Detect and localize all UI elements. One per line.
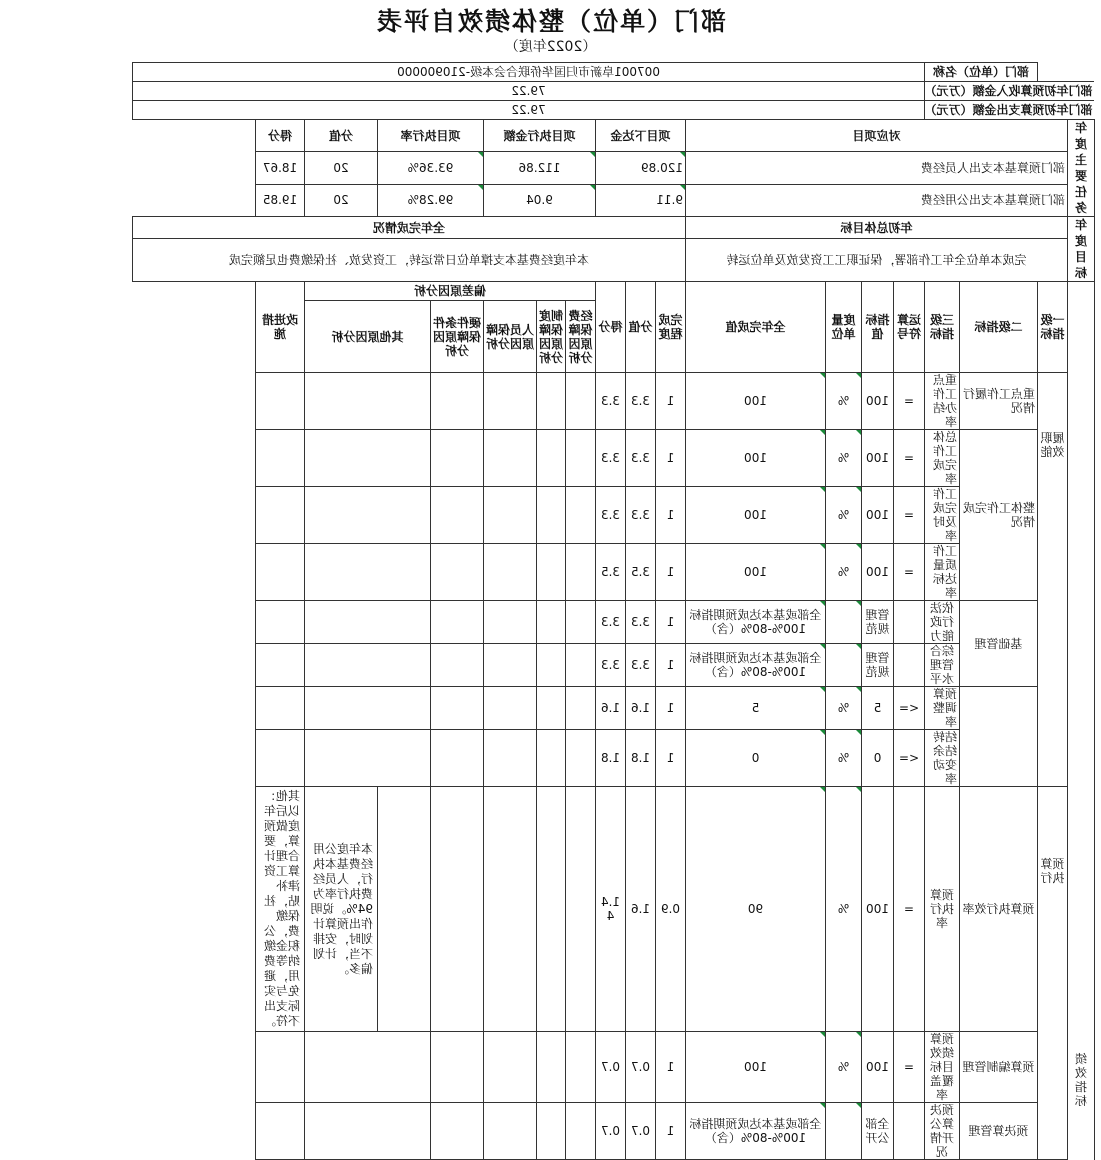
deg-cell: 1 bbox=[656, 644, 686, 687]
op-cell: = bbox=[894, 1032, 925, 1103]
table-row bbox=[133, 1103, 1095, 1160]
actual-cell: 100 bbox=[686, 373, 826, 430]
done-header: 全年完成情况 bbox=[133, 217, 686, 239]
target-cell: 100 bbox=[862, 373, 894, 430]
done-text: 本年度经费基本支撑单位日常运转，工资发放、社保缴费也足额完成 bbox=[133, 239, 686, 282]
score-cell: 1.6 bbox=[626, 787, 656, 1032]
d2-cell bbox=[537, 544, 566, 601]
col-got: 得分 bbox=[256, 120, 305, 152]
deg-cell: 1 bbox=[656, 430, 686, 487]
d4-cell bbox=[431, 787, 484, 1032]
actual-cell: 100 bbox=[686, 1032, 826, 1103]
l3-cell: 预算调整率 bbox=[925, 687, 960, 730]
table-row bbox=[133, 601, 1095, 644]
target-cell: 5 bbox=[862, 687, 894, 730]
got-cell: 3.3 bbox=[596, 373, 626, 430]
d4-cell bbox=[431, 687, 484, 730]
deg-cell: 1 bbox=[656, 544, 686, 601]
l3-cell: 预算绩效目标覆盖率 bbox=[925, 1032, 960, 1103]
unit-cell: % bbox=[826, 687, 862, 730]
col-d4: 硬件条件保障原因分析 bbox=[431, 301, 484, 373]
deg-cell: 1 bbox=[656, 487, 686, 544]
target-cell: 100 bbox=[862, 544, 894, 601]
l3-cell: 重点工作办结率 bbox=[925, 373, 960, 430]
d4-cell bbox=[431, 487, 484, 544]
op-cell bbox=[894, 1103, 925, 1160]
d1-cell bbox=[566, 730, 596, 787]
d4-cell bbox=[431, 1103, 484, 1160]
deg-cell: 1 bbox=[656, 1032, 686, 1103]
l1-cell: 履职效能 bbox=[1038, 373, 1068, 787]
got-cell: 3.3 bbox=[596, 430, 626, 487]
unit-cell bbox=[826, 601, 862, 644]
expense-value: 79.22 bbox=[133, 101, 925, 120]
score-cell: 3.3 bbox=[626, 487, 656, 544]
improve-cell bbox=[256, 430, 305, 487]
l3-cell: 预算执行率 bbox=[925, 787, 960, 1032]
l3-cell: 综合管理水平 bbox=[925, 644, 960, 687]
dept-name-label: 部门（单位）名称 bbox=[925, 63, 1038, 82]
d5-cell bbox=[305, 687, 431, 730]
col-rate: 项目执行率 bbox=[378, 120, 484, 152]
col-dev: 偏差原因分析 bbox=[305, 282, 596, 301]
score-cell: 3.3 bbox=[626, 373, 656, 430]
evaluation-table bbox=[132, 62, 1095, 1160]
score-cell: 3.3 bbox=[626, 601, 656, 644]
improve-cell bbox=[256, 373, 305, 430]
improve-cell bbox=[256, 1032, 305, 1103]
improve-cell bbox=[256, 1103, 305, 1160]
task-got: 19.85 bbox=[256, 184, 305, 216]
unit-cell: % bbox=[826, 430, 862, 487]
d3-cell bbox=[484, 601, 537, 644]
improve-cell bbox=[256, 544, 305, 601]
d5-cell: 本年度公用经费基本执行，人员经费执行率为94%。说明作出预算计划时，安排不当，计划偏多。 bbox=[305, 787, 378, 1032]
col-issued: 项目下达金 bbox=[596, 120, 686, 152]
improve-cell bbox=[256, 730, 305, 787]
d2-cell bbox=[537, 644, 566, 687]
l3-cell: 工作完成及时率 bbox=[925, 487, 960, 544]
income-label: 部门年初预算收入金额（万元） bbox=[925, 82, 1095, 101]
l2-cell: 预决算管理 bbox=[960, 1103, 1038, 1160]
target-header: 年初总体目标 bbox=[686, 217, 1068, 239]
target-cell: 管理规范 bbox=[862, 644, 894, 687]
col-l3: 三级指标 bbox=[925, 282, 960, 373]
goal-section-label: 年度目标 bbox=[1068, 217, 1095, 282]
d4-cell bbox=[431, 601, 484, 644]
year-subtitle: （2022年度） bbox=[504, 39, 597, 55]
target-cell: 0 bbox=[862, 730, 894, 787]
spacer bbox=[1038, 63, 1095, 82]
col-op: 运算符号 bbox=[894, 282, 925, 373]
task-rate: 99.28% bbox=[378, 184, 484, 216]
d2-cell bbox=[537, 430, 566, 487]
actual-cell: 100 bbox=[686, 487, 826, 544]
task-executed: 112.86 bbox=[484, 152, 596, 184]
col-unit: 度量单位 bbox=[826, 282, 862, 373]
target-cell: 全部公开 bbox=[862, 1103, 894, 1160]
col-item: 对应项目 bbox=[686, 120, 1068, 152]
got-cell: 0.7 bbox=[596, 1032, 626, 1103]
income-value: 79.22 bbox=[133, 82, 925, 101]
l2-cell: 预算执行效率 bbox=[960, 787, 1038, 1032]
improve-cell bbox=[256, 644, 305, 687]
l1-cell: 预算执行 bbox=[1038, 787, 1068, 1160]
d4-cell bbox=[431, 544, 484, 601]
actual-cell: 全部或基本达成预期指标100%-80%（含） bbox=[686, 1103, 826, 1160]
unit-cell: % bbox=[826, 544, 862, 601]
col-executed: 项目执行金额 bbox=[484, 120, 596, 152]
d3-cell bbox=[484, 544, 537, 601]
deg-cell: 1 bbox=[656, 687, 686, 730]
actual-cell: 100 bbox=[686, 544, 826, 601]
spacer bbox=[133, 184, 256, 216]
actual-cell: 100 bbox=[686, 430, 826, 487]
spacer bbox=[133, 152, 256, 184]
dept-name-value: 007001阜新市归国华侨联合会本级-210900000 bbox=[133, 63, 925, 82]
target-cell: 100 bbox=[862, 1032, 894, 1103]
table-row bbox=[133, 430, 1095, 487]
d2-cell bbox=[537, 730, 566, 787]
op-cell: <= bbox=[894, 730, 925, 787]
d3-cell bbox=[484, 730, 537, 787]
deg-cell: 1 bbox=[656, 373, 686, 430]
d5-cell bbox=[305, 730, 431, 787]
d1-cell bbox=[566, 687, 596, 730]
d3-cell bbox=[484, 787, 537, 1032]
score-cell: 0.7 bbox=[626, 1103, 656, 1160]
table-row bbox=[133, 1032, 1095, 1103]
col-d2: 制度保障原因分析 bbox=[537, 301, 566, 373]
d2-cell bbox=[537, 373, 566, 430]
unit-cell bbox=[826, 1103, 862, 1160]
l3-cell: 预决算公开情况 bbox=[925, 1103, 960, 1160]
table-row bbox=[133, 373, 1095, 430]
table-row bbox=[133, 787, 1095, 1032]
d3-cell bbox=[484, 1103, 537, 1160]
col-target: 指标值 bbox=[862, 282, 894, 373]
task-executed: 9.04 bbox=[484, 184, 596, 216]
d1-cell bbox=[566, 544, 596, 601]
d2-cell bbox=[537, 787, 566, 1032]
deg-cell: 0.9 bbox=[656, 787, 686, 1032]
op-cell: = bbox=[894, 430, 925, 487]
op-cell: = bbox=[894, 487, 925, 544]
task-item: 部门预算基本支出公用经费 bbox=[686, 184, 1068, 216]
d1-cell bbox=[566, 601, 596, 644]
got-cell: 1.44 bbox=[596, 787, 626, 1032]
score-cell: 1.8 bbox=[626, 730, 656, 787]
d2-cell bbox=[537, 487, 566, 544]
op-cell bbox=[894, 644, 925, 687]
got-cell: 3.3 bbox=[596, 644, 626, 687]
improve-cell: 其他：以后年度做预算，要合理计算工资津补贴，社保缴费，公积金缴纳等费用，避免与实际支出不符。 bbox=[256, 787, 305, 1032]
got-cell: 1.6 bbox=[596, 687, 626, 730]
task-rate: 93.36% bbox=[378, 152, 484, 184]
d4-cell bbox=[431, 644, 484, 687]
score-cell: 3.3 bbox=[626, 644, 656, 687]
task-issued: 120.89 bbox=[596, 152, 686, 184]
task-score: 20 bbox=[305, 184, 378, 216]
got-cell: 3.3 bbox=[596, 487, 626, 544]
col-d3: 人员保障原因分析 bbox=[484, 301, 537, 373]
op-cell: = bbox=[894, 373, 925, 430]
spacer bbox=[133, 120, 256, 152]
d2-cell bbox=[537, 601, 566, 644]
op-cell: = bbox=[894, 544, 925, 601]
d4-cell bbox=[431, 730, 484, 787]
d1-cell bbox=[566, 373, 596, 430]
indicators-section-cell bbox=[1068, 282, 1095, 1160]
table-row bbox=[133, 487, 1095, 544]
d1-cell bbox=[566, 787, 596, 1032]
l2-cell-empty bbox=[960, 687, 1038, 787]
d5-spacer bbox=[378, 787, 431, 1032]
improve-cell bbox=[256, 601, 305, 644]
op-cell: = bbox=[894, 787, 925, 1032]
d5-cell bbox=[305, 487, 431, 544]
d4-cell bbox=[431, 373, 484, 430]
table-row bbox=[133, 687, 1095, 730]
d3-cell bbox=[484, 1032, 537, 1103]
table-row bbox=[133, 644, 1095, 687]
l3-cell: 总体工作完成率 bbox=[925, 430, 960, 487]
deg-cell: 1 bbox=[656, 1103, 686, 1160]
d4-cell bbox=[431, 1032, 484, 1103]
got-cell: 3.5 bbox=[596, 544, 626, 601]
target-cell: 100 bbox=[862, 430, 894, 487]
col-d5: 其他原因分析 bbox=[305, 301, 431, 373]
page-title: 部门（单位）整体绩效自评表 bbox=[375, 7, 727, 36]
actual-cell: 全部或基本达成预期指标100%-80%（含） bbox=[686, 644, 826, 687]
col-score: 分值 bbox=[305, 120, 378, 152]
l2-cell: 预算编制管理 bbox=[960, 1032, 1038, 1103]
indicators-section-label: 绩效指标 bbox=[1075, 1051, 1088, 1108]
got-cell: 1.8 bbox=[596, 730, 626, 787]
d1-cell bbox=[566, 487, 596, 544]
table-row bbox=[133, 184, 1095, 216]
actual-cell: 5 bbox=[686, 687, 826, 730]
table-row bbox=[133, 544, 1095, 601]
tasks-section-label: 年度主要任务 bbox=[1068, 120, 1095, 217]
improve-cell bbox=[256, 687, 305, 730]
score-cell: 3.5 bbox=[626, 544, 656, 601]
unit-cell: % bbox=[826, 787, 862, 1032]
task-issued: 9.11 bbox=[596, 184, 686, 216]
d5-cell bbox=[305, 601, 431, 644]
d2-cell bbox=[537, 1103, 566, 1160]
col-score2: 分值 bbox=[626, 282, 656, 373]
deg-cell: 1 bbox=[656, 730, 686, 787]
got-cell: 3.3 bbox=[596, 601, 626, 644]
improve-cell bbox=[256, 487, 305, 544]
col-l2: 二级指标 bbox=[960, 282, 1038, 373]
target-text: 完成本单位全年工作部署，保证职工工资发放及单位运转 bbox=[686, 239, 1068, 282]
d2-cell bbox=[537, 687, 566, 730]
col-d1: 经费保障原因分析 bbox=[566, 301, 596, 373]
unit-cell: % bbox=[826, 487, 862, 544]
score-cell: 1.6 bbox=[626, 687, 656, 730]
d3-cell bbox=[484, 430, 537, 487]
d5-cell bbox=[305, 544, 431, 601]
unit-cell: % bbox=[826, 373, 862, 430]
l3-cell: 依法行政能力 bbox=[925, 601, 960, 644]
d1-cell bbox=[566, 1103, 596, 1160]
target-cell: 管理规范 bbox=[862, 601, 894, 644]
d3-cell bbox=[484, 487, 537, 544]
col-l1: 一级指标 bbox=[1038, 282, 1068, 373]
table-row bbox=[133, 152, 1095, 184]
actual-cell: 全部或基本达成预期指标100%-80%（含） bbox=[686, 601, 826, 644]
target-cell: 100 bbox=[862, 787, 894, 1032]
col-got2: 得分 bbox=[596, 282, 626, 373]
table-row bbox=[133, 730, 1095, 787]
d4-cell bbox=[431, 430, 484, 487]
l2-cell: 重点工作履行情况 bbox=[960, 373, 1038, 430]
got-cell: 0.7 bbox=[596, 1103, 626, 1160]
d5-cell bbox=[305, 1032, 431, 1103]
l3-cell: 工作质量达标率 bbox=[925, 544, 960, 601]
d3-cell bbox=[484, 644, 537, 687]
d5-cell bbox=[305, 430, 431, 487]
actual-cell: 0 bbox=[686, 730, 826, 787]
d2-cell bbox=[537, 1032, 566, 1103]
l2-cell: 基础管理 bbox=[960, 601, 1038, 687]
op-cell bbox=[894, 601, 925, 644]
d5-cell bbox=[305, 1103, 431, 1160]
l2-cell: 整体工作完成情况 bbox=[960, 430, 1038, 601]
unit-cell: % bbox=[826, 730, 862, 787]
col-actual: 全年完成值 bbox=[686, 282, 826, 373]
d1-cell bbox=[566, 430, 596, 487]
d1-cell bbox=[566, 1032, 596, 1103]
task-item: 部门预算基本支出人员经费 bbox=[686, 152, 1068, 184]
d3-cell bbox=[484, 687, 537, 730]
d5-cell bbox=[305, 373, 431, 430]
target-cell: 100 bbox=[862, 487, 894, 544]
d5-cell bbox=[305, 644, 431, 687]
col-improve: 改进措施 bbox=[256, 282, 305, 373]
col-deg: 完成程度 bbox=[656, 282, 686, 373]
expense-label: 部门年初预算支出金额（万元） bbox=[925, 101, 1095, 120]
d1-cell bbox=[566, 644, 596, 687]
d3-cell bbox=[484, 373, 537, 430]
score-cell: 0.7 bbox=[626, 1032, 656, 1103]
unit-cell bbox=[826, 644, 862, 687]
score-cell: 3.3 bbox=[626, 430, 656, 487]
deg-cell: 1 bbox=[656, 601, 686, 644]
op-cell: <= bbox=[894, 687, 925, 730]
actual-cell: 90 bbox=[686, 787, 826, 1032]
task-got: 18.67 bbox=[256, 152, 305, 184]
unit-cell: % bbox=[826, 1032, 862, 1103]
task-score: 20 bbox=[305, 152, 378, 184]
l3-cell: 结转结余变动率 bbox=[925, 730, 960, 787]
